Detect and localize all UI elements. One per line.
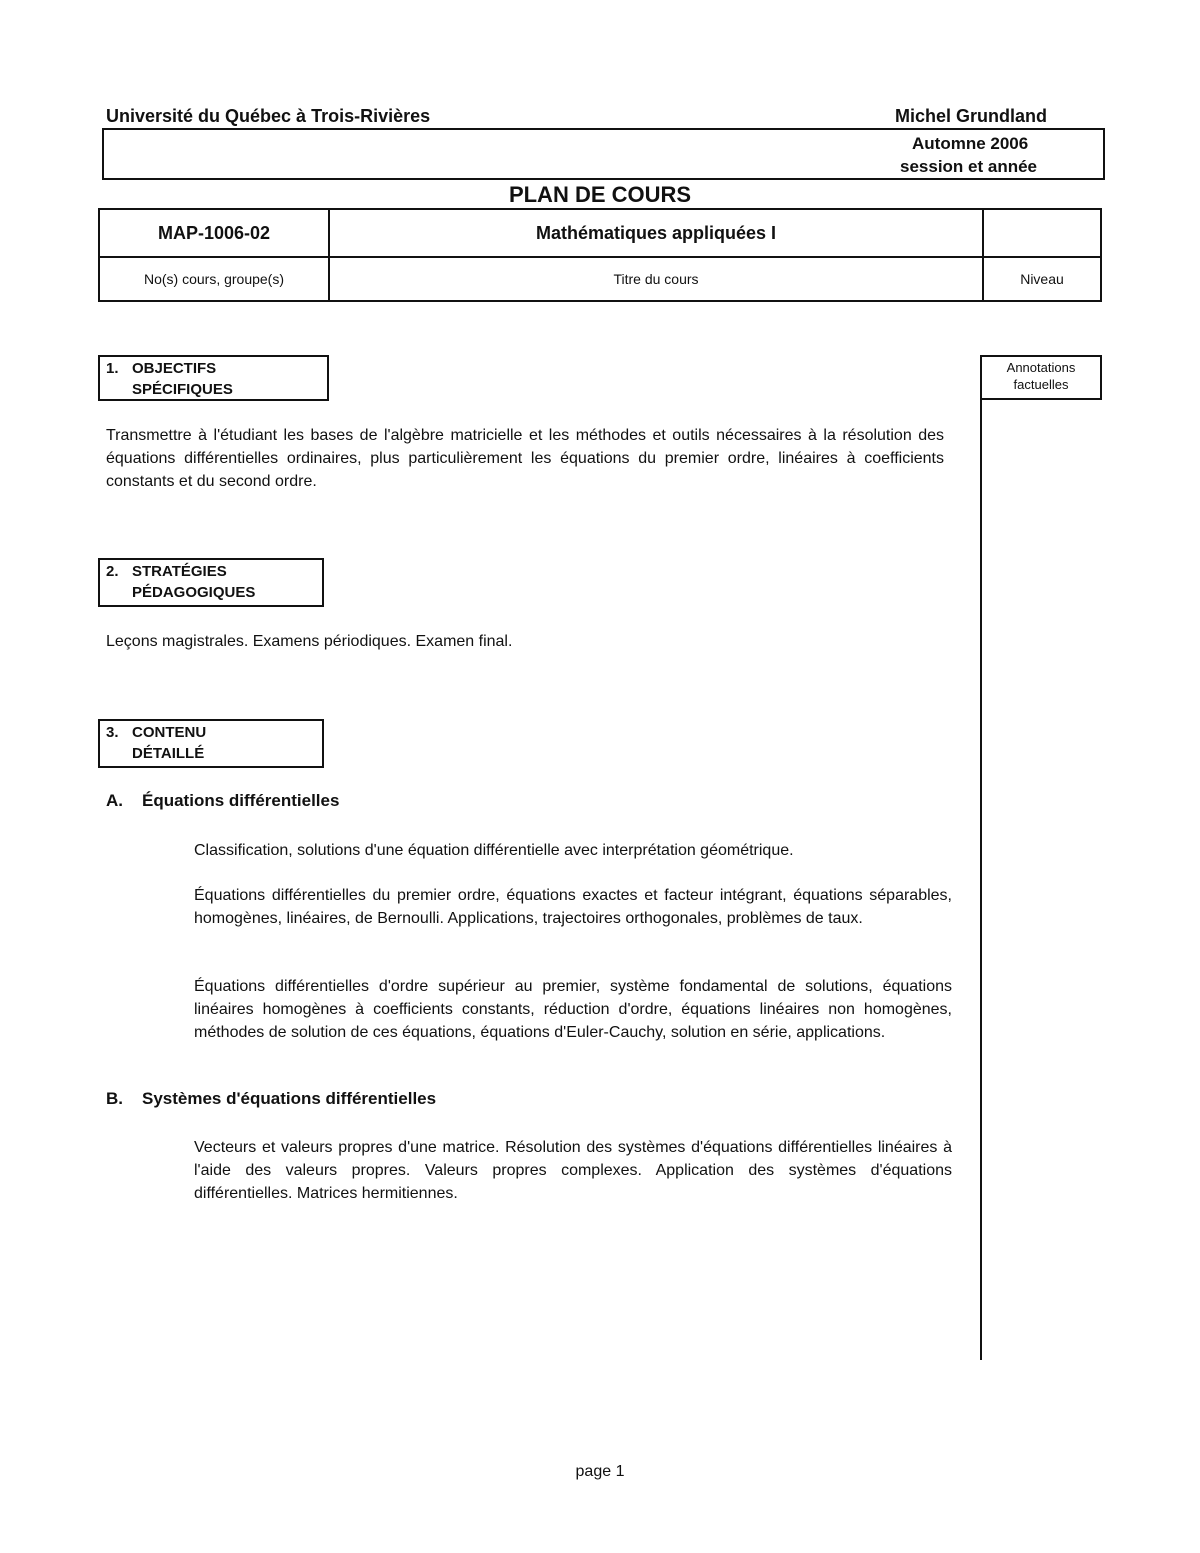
section-3-number: 3. xyxy=(106,724,119,741)
course-code: MAP-1006-02 xyxy=(99,209,329,257)
course-level xyxy=(983,209,1101,257)
subsection-b-heading xyxy=(106,1089,436,1109)
section-1-title-line2: SPÉCIFIQUES xyxy=(132,381,233,398)
session-caption: session et année xyxy=(900,157,1038,176)
annotations-divider xyxy=(980,398,982,1360)
page-title: PLAN DE COURS xyxy=(508,182,692,207)
subsection-b-letter: B. xyxy=(106,1089,123,1108)
subsection-a-heading xyxy=(106,791,339,811)
section-2-title-line2: PÉDAGOGIQUES xyxy=(132,584,256,601)
annotations-box xyxy=(980,355,1102,400)
section-3-title-line1: CONTENU xyxy=(132,724,207,741)
section-2-title-line1: STRATÉGIES xyxy=(132,563,227,580)
section-1-title-line1: OBJECTIFS xyxy=(132,360,217,377)
university-name: Université du Québec à Trois-Rivières xyxy=(106,106,431,126)
section-2-number: 2. xyxy=(106,563,119,580)
course-table xyxy=(98,208,1102,302)
section-2-text: Leçons magistrales. Examens périodiques. Examen final. xyxy=(106,633,513,650)
section-1-heading xyxy=(98,355,329,401)
section-2-heading xyxy=(98,558,324,607)
subsection-a-paragraph-2: Équations différentielles du premier ordre, équations exactes et facteur intégrant, équations séparables, homogènes, linéaires, de Bernoulli. Applications, trajectoires orthogonales, problèmes de taux. xyxy=(194,887,952,927)
session-term: Automne 2006 xyxy=(912,134,1029,153)
author-name: Michel Grundland xyxy=(895,106,1048,126)
section-3-heading xyxy=(98,719,324,768)
subsection-a-paragraph-3: Équations différentielles d'ordre supérieur au premier, système fondamental de solutions, équations linéaires homogènes à coefficients constants, réduction d'ordre, équations linéaires non homogènes, méthodes de solution de ces équations, équations d'Euler-Cauchy, solution en série, applications. xyxy=(194,978,952,1041)
annotations-label-line2: factuelles xyxy=(1013,377,1069,392)
section-3-title-line2: DÉTAILLÉ xyxy=(132,745,205,762)
section-1-number: 1. xyxy=(106,360,119,377)
subsection-a-letter: A. xyxy=(106,791,123,810)
course-title-caption: Titre du cours xyxy=(329,257,983,301)
page-number: page 1 xyxy=(575,1463,625,1480)
course-level-caption: Niveau xyxy=(983,257,1101,301)
course-code-caption: No(s) cours, groupe(s) xyxy=(99,257,329,301)
annotations-label-line1: Annotations xyxy=(1006,360,1076,375)
subsection-a-paragraph-1: Classification, solutions d'une équation différentielle avec interprétation géométrique. xyxy=(194,842,794,859)
course-title: Mathématiques appliquées I xyxy=(329,209,983,257)
subsection-a-title: Équations différentielles xyxy=(142,791,340,810)
section-1-text: Transmettre à l'étudiant les bases de l'algèbre matricielle et les méthodes et outils nécessaires à la résolution des équations différentielles ordinaires, plus particulièrement les équations du premier ordre, linéaires à coefficients constants et du second ordre. xyxy=(106,427,944,490)
subsection-b-paragraph-1: Vecteurs et valeurs propres d'une matrice. Résolution des systèmes d'équations différentielles linéaires à l'aide des valeurs propres. Valeurs propres complexes. Application des systèmes d'équations différentielles. Matrices hermitiennes. xyxy=(194,1139,952,1202)
subsection-b-title: Systèmes d'équations différentielles xyxy=(142,1089,437,1108)
